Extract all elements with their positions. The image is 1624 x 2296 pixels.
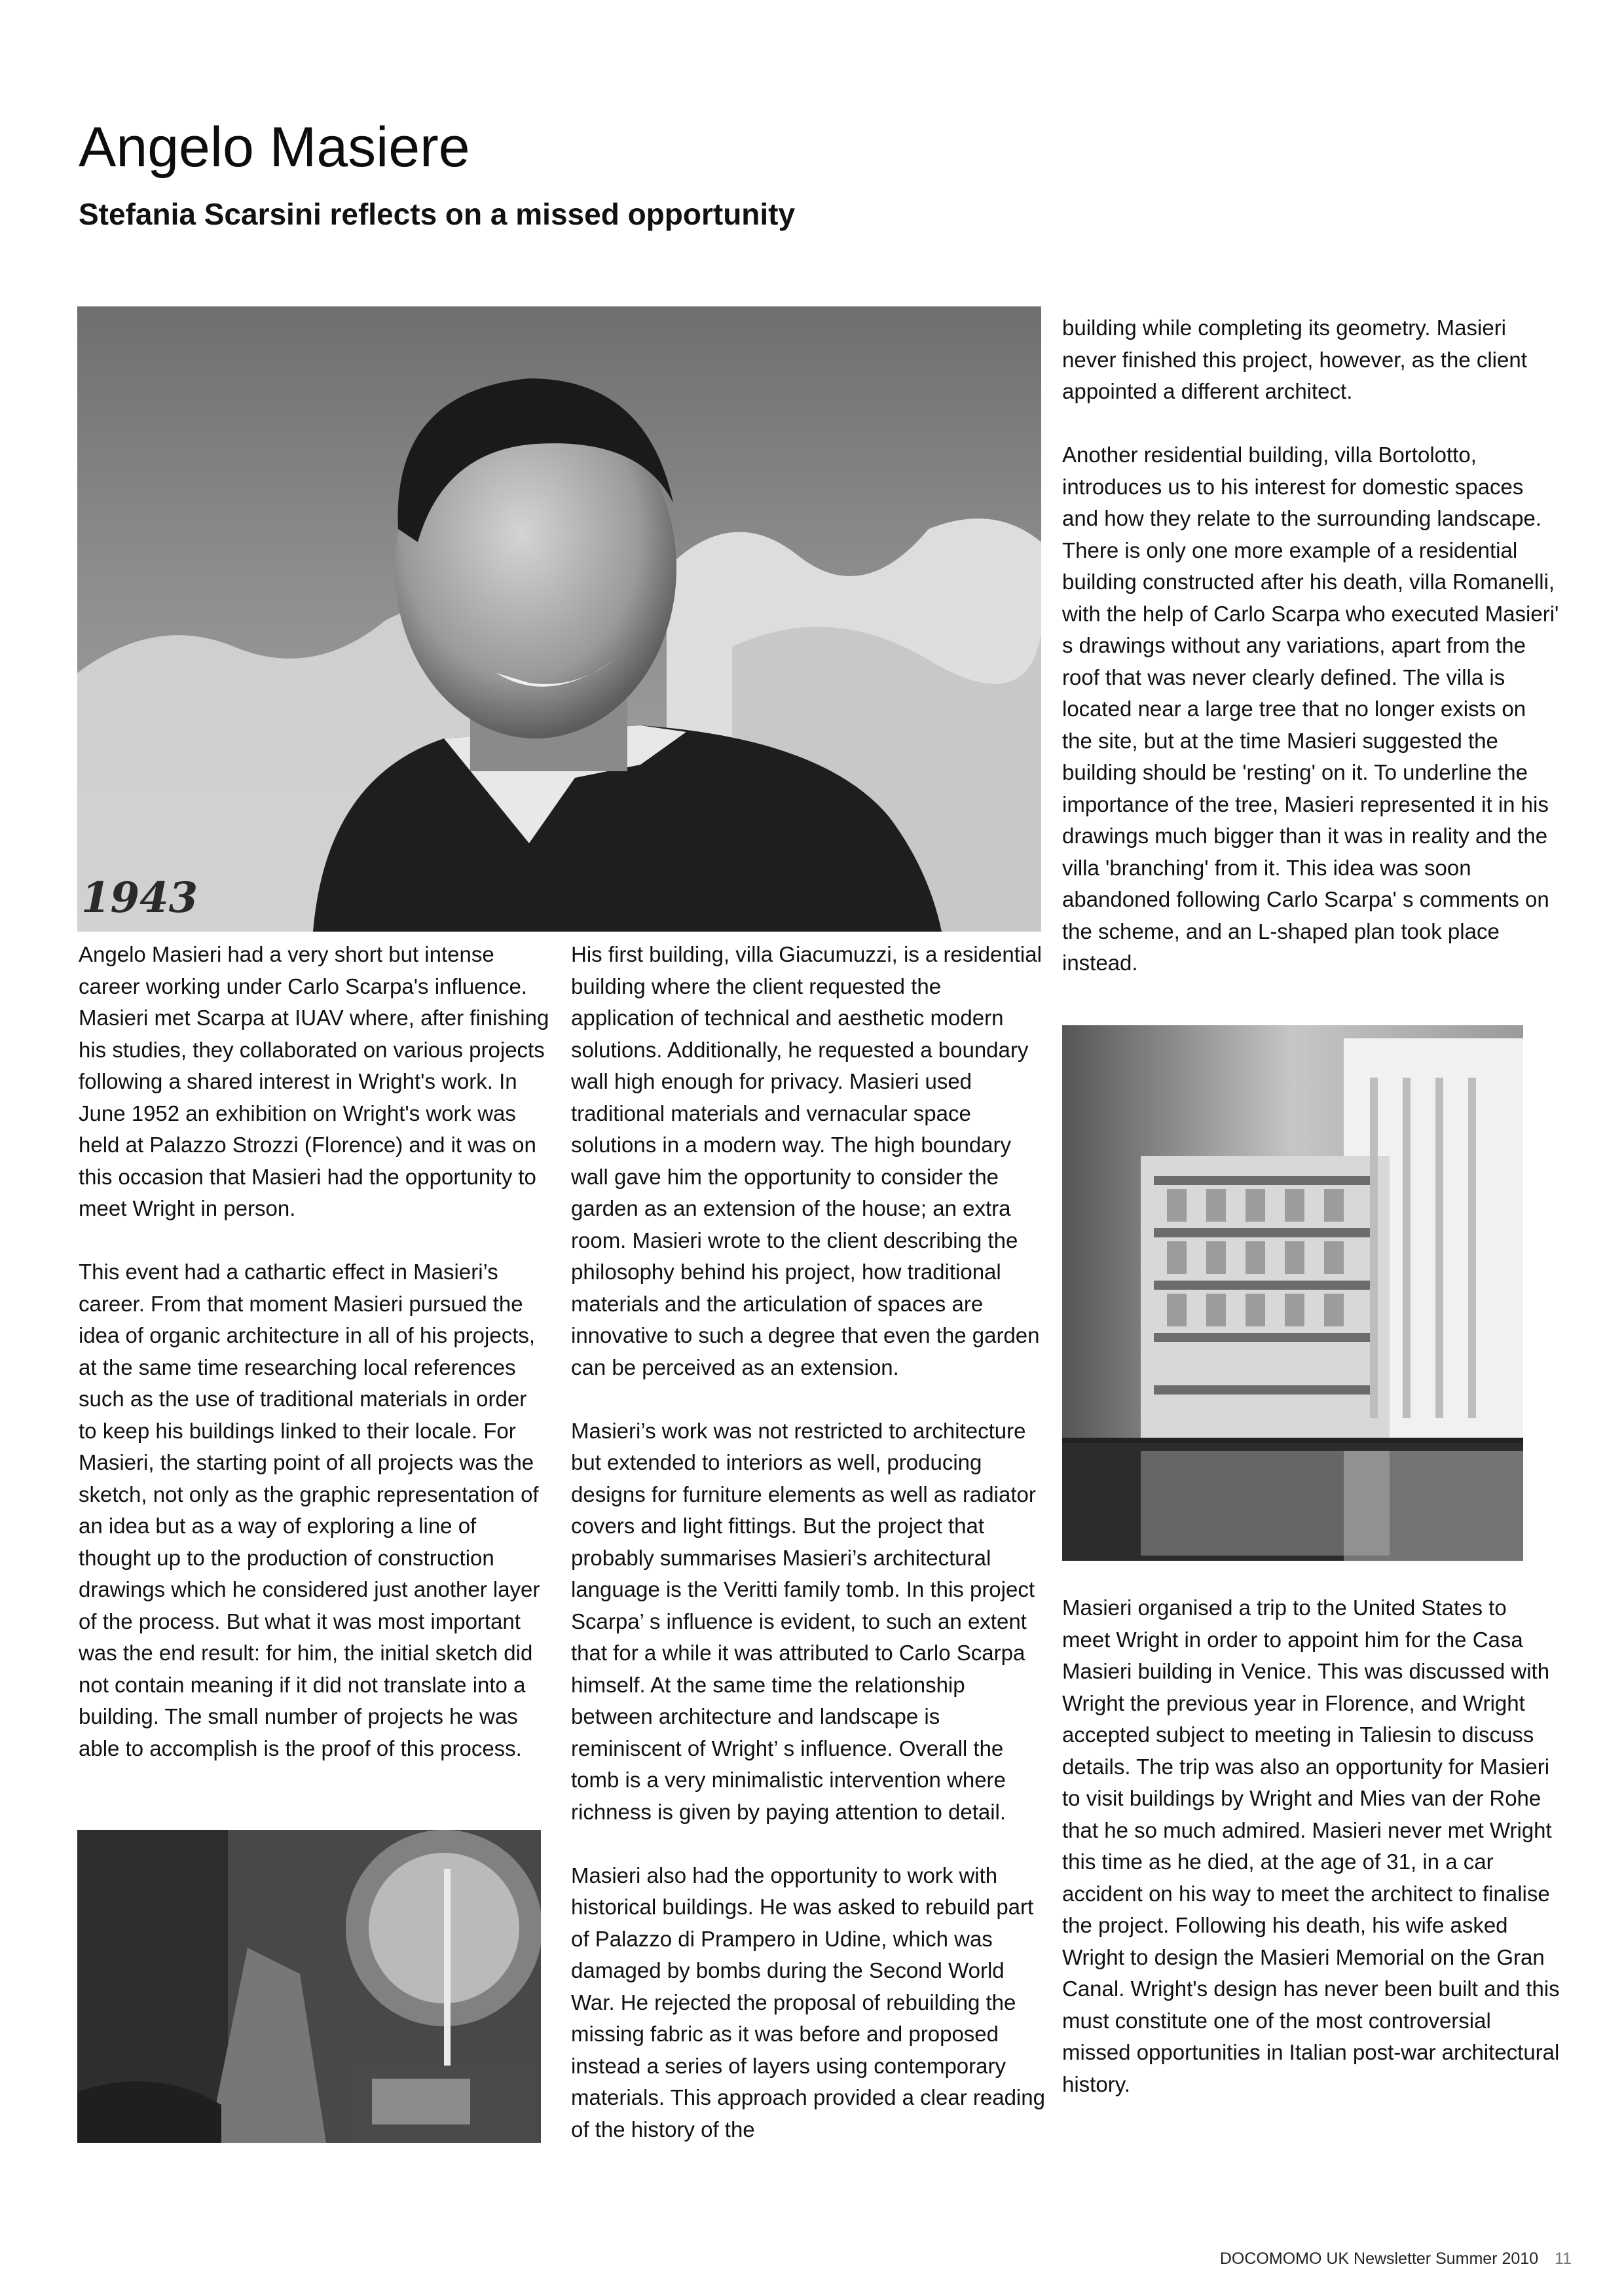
paragraph: This event had a cathartic effect in Masieri’s career. From that moment Masieri pursued the idea of organic architecture in all of his projects, at the same time researching local references such as the use of traditional materials in order to keep his buildings linked to their locale. For Masieri, the starting point of all projects was the sketch, not only as the graphic representation of an idea but as a way of exploring a line of thought up to the production of construction drawings which he considered just another layer of the process. But what it was most important was the end result: for him, the initial sketch did not contain meaning if it did not translate into a building. The small number of projects he was able to accomplish is the proof of this process.	[79, 1260, 540, 1760]
article-subtitle: Stefania Scarsini reflects on a missed opportunity	[79, 197, 796, 231]
text-column-left	[79, 939, 550, 1764]
publication-name: DOCOMOMO UK Newsletter Summer 2010	[1219, 2250, 1539, 2268]
text-column-middle	[571, 939, 1049, 2145]
paragraph: building while completing its geometry. Masieri never finished this project, however, as the client appointed a different architect.	[1062, 316, 1527, 403]
text-column-right-bottom	[1062, 1592, 1560, 2100]
paragraph: Another residential building, villa Bortolotto, introduces us to his interest for domestic spaces and how they relate to the surrounding landscape. There is only one more example of a residential building constructed after his death, villa Romanelli, with the help of Carlo Scarpa who executed Masieri' s drawings without any variations, apart from the roof that was never clearly defined. The villa is located near a large tree that no longer exists on the site, but at the time Masieri suggested the building should be 'resting' on it. To underline the importance of the tree, Masieri represented it in his drawings much bigger than it was in reality and the villa 'branching' from it. This idea was soon abandoned following Carlo Scarpa' s comments on the scheme, and an L-shaped plan took place instead.	[1062, 443, 1559, 975]
paragraph: Masieri’s work was not restricted to architecture but extended to interiors as well, producing designs for furniture elements as well as radiator covers and light fittings. But the project that probably summarises Masieri’s architectural language is the Veritti family tomb. In this project Scarpa’ s influence is evident, to such an extent that for a while it was attributed to Carlo Scarpa himself. At the same time the relationship between architecture and landscape is reminiscent of Wright’ s influence. Overall the tomb is a very minimalistic intervention where richness is given by paying attention to detail.	[571, 1418, 1036, 1824]
building-model-photo	[1062, 1025, 1523, 1561]
page-footer	[1220, 2250, 1572, 2269]
paragraph: Masieri also had the opportunity to work with historical buildings. He was asked to rebuild part of Palazzo di Prampero in Udine, which was damaged by bombs during the Second World War. He rejected the proposal of rebuilding the missing fabric as it was before and proposed instead a series of layers using contemporary materials. This approach provided a clear reading of the history of the	[571, 1863, 1045, 2141]
year-label	[81, 873, 198, 922]
paragraph: Masieri organised a trip to the United States to meet Wright in order to appoint him for the Casa Masieri building in Venice. This was discussed with Wright the previous year in Florence, and Wright accepted subject to meeting in Taliesin to discuss details. The trip was also an opportunity for Masieri to visit buildings by Wright and Mies van der Rohe that he so much admired. Masieri never met Wright this time as he died, at the age of 31, in a car accident on his way to meet the architect to finalise the project. Following his death, his wife asked Wright to design the Masieri Memorial on the Gran Canal. Wright's design has never been built and this must constitute one of the most controversial missed opportunities in Italian post-war architectural history.	[1062, 1595, 1560, 2096]
portrait-photo	[77, 306, 1041, 932]
svg-text:1943: 1943	[81, 873, 198, 922]
paragraph: Angelo Masieri had a very short but intense career working under Carlo Scarpa's influence. Masieri met Scarpa at IUAV where, after finishing his studies, they collaborated on various projects following a shared interest in Wright's work. In June 1952 an exhibition on Wright's work was held at Palazzo Strozzi (Florence) and it was on this occasion that Masieri had the opportunity to meet Wright in person.	[79, 942, 549, 1220]
article-title: Angelo Masiere	[79, 116, 470, 179]
text-column-right-top	[1062, 312, 1560, 979]
tomb-photo	[77, 1830, 541, 2143]
paragraph: His first building, villa Giacumuzzi, is a residential building where the client requested the application of technical and aesthetic modern solutions. Additionally, he requested a boundary wall high enough for privacy. Masieri used traditional materials and vernacular space solutions in a modern way. The high boundary wall gave him the opportunity to consider the garden as an extension of the house; an extra room. Masieri wrote to the client describing the philosophy behind his project, how traditional materials and the articulation of spaces are innovative to such a degree that even the garden can be perceived as an extension.	[571, 942, 1042, 1379]
page-number: 11	[1555, 2250, 1572, 2268]
